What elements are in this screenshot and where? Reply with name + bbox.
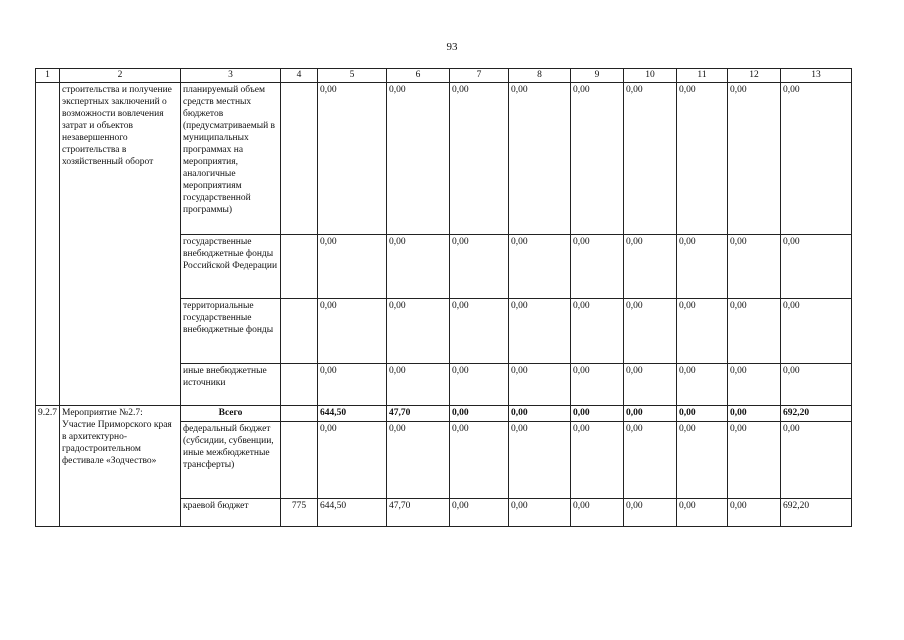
- value-cell: 0,00: [624, 364, 677, 406]
- value-cell: 0,00: [387, 364, 450, 406]
- col-header: 1: [36, 69, 60, 83]
- value-cell: 0,00: [450, 364, 509, 406]
- table-row: [36, 406, 852, 422]
- value-cell: 0,00: [571, 406, 624, 422]
- value-cell: 0,00: [571, 499, 624, 527]
- funding-source: территориальные государственные внебюджетные фонды: [181, 299, 281, 364]
- funding-source: государственные внебюджетные фонды Российской Федерации: [181, 235, 281, 299]
- row-number-cell: [36, 83, 60, 406]
- value-cell: 0,00: [318, 422, 387, 499]
- value-cell: 0,00: [318, 83, 387, 235]
- value-cell: 0,00: [677, 499, 728, 527]
- table-row: [36, 83, 852, 235]
- value-cell: 0,00: [728, 364, 781, 406]
- value-cell: 0,00: [509, 299, 571, 364]
- funding-source: иные внебюджетные источники: [181, 364, 281, 406]
- value-cell: 0,00: [728, 299, 781, 364]
- value-cell: 0,00: [571, 364, 624, 406]
- value-cell: 692,20: [781, 406, 852, 422]
- value-cell: 0,00: [571, 83, 624, 235]
- col-header: 13: [781, 69, 852, 83]
- value-cell: 0,00: [624, 422, 677, 499]
- row-number-cell: 9.2.7: [36, 406, 60, 527]
- value-cell: 0,00: [509, 235, 571, 299]
- budget-code: [281, 235, 318, 299]
- value-cell: 0,00: [318, 235, 387, 299]
- budget-table: [35, 68, 852, 527]
- value-cell: 0,00: [318, 299, 387, 364]
- value-cell: 0,00: [677, 406, 728, 422]
- funding-source: планируемый объем средств местных бюджетов (предусматриваемый в муниципальных программах на мероприятия, аналогичные мероприятиям государственной программы): [181, 83, 281, 235]
- column-number-row: [36, 69, 852, 83]
- col-header: 11: [677, 69, 728, 83]
- value-cell: 0,00: [624, 299, 677, 364]
- value-cell: 47,70: [387, 406, 450, 422]
- value-cell: 0,00: [387, 299, 450, 364]
- value-cell: 0,00: [571, 235, 624, 299]
- value-cell: 0,00: [624, 235, 677, 299]
- value-cell: 0,00: [728, 406, 781, 422]
- value-cell: 0,00: [728, 83, 781, 235]
- measure-description: Мероприятие №2.7: Участие Приморского края в архитектурно-градостроительном фестивале «Зодчество»: [60, 406, 181, 527]
- value-cell: 0,00: [387, 235, 450, 299]
- value-cell: 0,00: [450, 83, 509, 235]
- value-cell: 0,00: [387, 83, 450, 235]
- value-cell: 0,00: [677, 235, 728, 299]
- budget-code: [281, 422, 318, 499]
- value-cell: 0,00: [450, 235, 509, 299]
- value-cell: 0,00: [781, 299, 852, 364]
- col-header: 4: [281, 69, 318, 83]
- col-header: 9: [571, 69, 624, 83]
- value-cell: 0,00: [450, 406, 509, 422]
- col-header: 2: [60, 69, 181, 83]
- value-cell: 0,00: [509, 83, 571, 235]
- value-cell: 644,50: [318, 406, 387, 422]
- value-cell: 0,00: [624, 83, 677, 235]
- value-cell: 0,00: [387, 422, 450, 499]
- value-cell: 692,20: [781, 499, 852, 527]
- col-header: 8: [509, 69, 571, 83]
- budget-code: [281, 83, 318, 235]
- col-header: 7: [450, 69, 509, 83]
- col-header: 12: [728, 69, 781, 83]
- measure-description: строительства и получение экспертных заключений о возможности вовлечения затрат и объектов незавершенного строительства в хозяйственный оборот: [60, 83, 181, 406]
- value-cell: 0,00: [728, 499, 781, 527]
- page-number: 93: [446, 41, 458, 53]
- value-cell: 0,00: [728, 422, 781, 499]
- budget-code: [281, 406, 318, 422]
- value-cell: 0,00: [509, 499, 571, 527]
- value-cell: 0,00: [509, 406, 571, 422]
- budget-code: 775: [281, 499, 318, 527]
- value-cell: 0,00: [450, 422, 509, 499]
- value-cell: 0,00: [624, 499, 677, 527]
- value-cell: 47,70: [387, 499, 450, 527]
- value-cell: 0,00: [450, 299, 509, 364]
- value-cell: 0,00: [677, 422, 728, 499]
- value-cell: 0,00: [450, 499, 509, 527]
- value-cell: 0,00: [509, 422, 571, 499]
- value-cell: 0,00: [677, 83, 728, 235]
- value-cell: 0,00: [318, 364, 387, 406]
- col-header: 3: [181, 69, 281, 83]
- value-cell: 644,50: [318, 499, 387, 527]
- col-header: 5: [318, 69, 387, 83]
- col-header: 6: [387, 69, 450, 83]
- value-cell: 0,00: [677, 299, 728, 364]
- value-cell: 0,00: [781, 422, 852, 499]
- value-cell: 0,00: [509, 364, 571, 406]
- budget-code: [281, 364, 318, 406]
- value-cell: 0,00: [781, 83, 852, 235]
- value-cell: 0,00: [781, 364, 852, 406]
- value-cell: 0,00: [728, 235, 781, 299]
- funding-source: федеральный бюджет (субсидии, субвенции, иные межбюджетные трансферты): [181, 422, 281, 499]
- value-cell: 0,00: [781, 235, 852, 299]
- value-cell: 0,00: [677, 364, 728, 406]
- funding-source: краевой бюджет: [181, 499, 281, 527]
- funding-source-total: Всего: [181, 406, 281, 422]
- value-cell: 0,00: [624, 406, 677, 422]
- col-header: 10: [624, 69, 677, 83]
- value-cell: 0,00: [571, 422, 624, 499]
- value-cell: 0,00: [571, 299, 624, 364]
- budget-code: [281, 299, 318, 364]
